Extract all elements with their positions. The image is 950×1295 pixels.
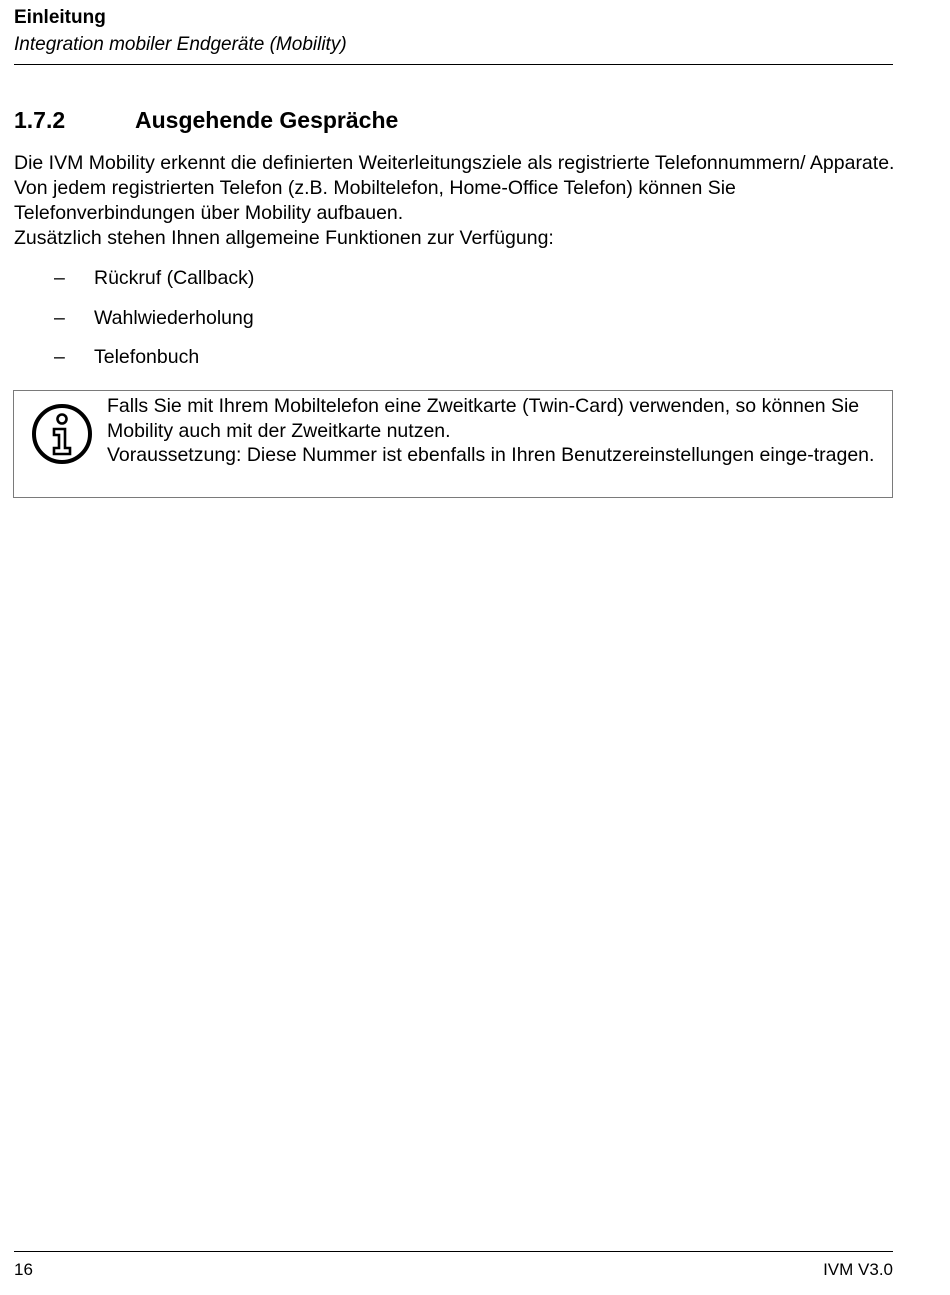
list-dash: – bbox=[54, 267, 65, 289]
note-text bbox=[107, 394, 889, 468]
note-line-2: Voraussetzung: Diese Nummer ist ebenfalls in Ihren Benutzereinstellungen einge-tragen. bbox=[107, 444, 875, 466]
body-paragraph-2: Zusätzlich stehen Ihnen allgemeine Funktionen zur Verfügung: bbox=[14, 227, 554, 249]
list-item bbox=[14, 263, 874, 303]
list-item-text: Wahlwiederholung bbox=[94, 306, 254, 329]
list-item-text: Rückruf (Callback) bbox=[94, 267, 255, 289]
note-line-1: Falls Sie mit Ihrem Mobiltelefon eine Zweitkarte (Twin-Card) verwenden, so können Sie Mobility auch mit der Zweitkarte nutzen. bbox=[107, 395, 860, 442]
list-item bbox=[14, 342, 874, 382]
list-dash: – bbox=[54, 346, 65, 368]
list-item bbox=[14, 303, 874, 343]
header-divider bbox=[14, 64, 893, 65]
section-number: 1.7.2 bbox=[14, 107, 66, 133]
header-chapter-title: Einleitung bbox=[14, 7, 106, 28]
section-title: Ausgehende Gespräche bbox=[135, 107, 399, 133]
list-item-text: Telefonbuch bbox=[94, 346, 200, 368]
body-text bbox=[14, 151, 896, 251]
list-dash: – bbox=[54, 306, 65, 329]
page-header bbox=[14, 6, 893, 60]
page-number: 16 bbox=[14, 1260, 33, 1279]
info-icon bbox=[31, 403, 93, 465]
info-note-box bbox=[13, 390, 893, 498]
document-version: IVM V3.0 bbox=[823, 1260, 893, 1279]
header-subtitle: Integration mobiler Endgeräte (Mobility) bbox=[14, 34, 347, 55]
body-paragraph-1: Die IVM Mobility erkennt die definierten Weiterleitungsziele als registrierte Telefonnummern/ Apparate. Von jedem registrierten Telefon (z.B. Mobiltelefon, Home-Office Telefon) können Sie Telefonverbindungen über Mobility aufbauen. bbox=[14, 152, 895, 224]
section-heading bbox=[14, 104, 398, 136]
footer-divider bbox=[14, 1251, 893, 1252]
function-list bbox=[14, 263, 874, 382]
